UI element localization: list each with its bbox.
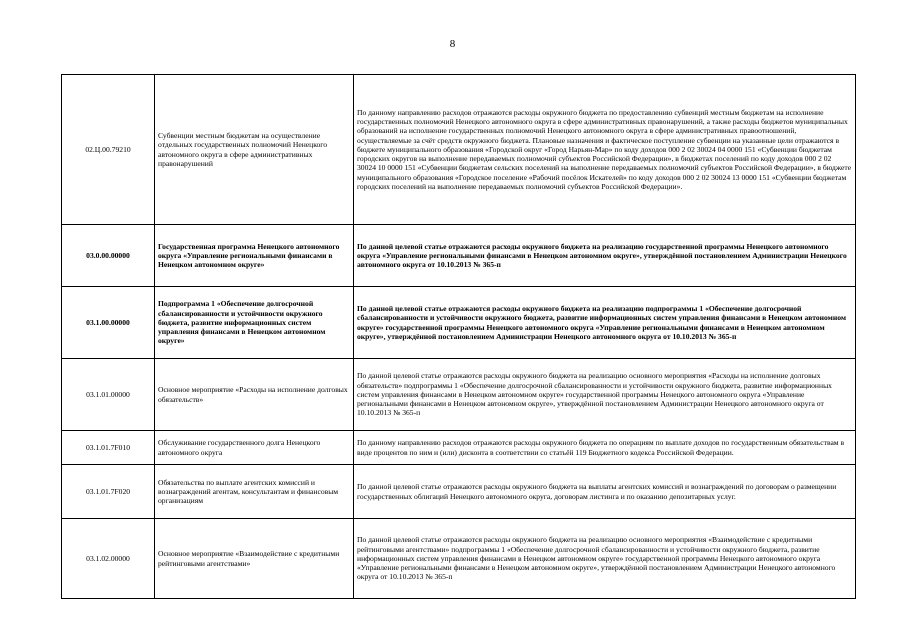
target-article-name: Обязательства по выплате агентских комиссий и вознаграждений агентам, консультантам и финансовым организациям xyxy=(155,465,354,519)
page-number: 8 xyxy=(449,38,456,50)
target-article-code: 03.0.00.00000 xyxy=(62,225,155,287)
target-article-name: Основное мероприятие «Расходы на исполнение долговых обязательств» xyxy=(155,359,354,431)
target-article-code: 03.1.02.00000 xyxy=(62,519,155,599)
budget-classification-table xyxy=(61,74,856,599)
target-article-code: 03.1.01.7F020 xyxy=(62,465,155,519)
target-article-description: По данной целевой статье отражаются расходы окружного бюджета на реализацию основного мероприятия «Взаимодействие с кредитными рейтинговыми агентствами» подпрограммы 1 «Обеспечение долгосрочной сбалансированности и устойчивости окружного бюджета, развитие информационных систем управления финансами в Ненецком автономном округе» государственной программы Ненецкого автономного округа «Управление региональными финансами в Ненецком автономном округе», утверждённой постановлением Администрации Ненецкого автономного округа от 10.10.2013 № 365-п xyxy=(354,519,856,599)
target-article-code: 02.Ц.00.79210 xyxy=(62,75,155,225)
table-row xyxy=(62,519,856,599)
target-article-description: По данному направлению расходов отражаются расходы окружного бюджета по операциям по выплате доходов по государственным обязательствам в виде процентов по ним и (или) дисконта в соответствии со статьёй 119 Бюджетного кодекса Российской Федерации. xyxy=(354,431,856,465)
target-article-code: 03.1.00.00000 xyxy=(62,287,155,359)
table-row xyxy=(62,431,856,465)
target-article-description: По данной целевой статье отражаются расходы окружного бюджета на реализацию основного мероприятия «Расходы на исполнение долговых обязательств» подпрограммы 1 «Обеспечение долгосрочной сбалансированности и устойчивости окружного бюджета, развитие информационных систем управления финансами в Ненецком автономном округе» государственной программы Ненецкого автономного округа «Управление региональными финансами в Ненецком автономном округе», утверждённой постановлением Администрации Ненецкого автономного округа от 10.10.2013 № 365-п xyxy=(354,359,856,431)
target-article-description: По данной целевой статье отражаются расходы окружного бюджета на реализацию подпрограммы 1 «Обеспечение долгосрочной сбалансированности и устойчивости окружного бюджета, развитие информационных систем управления финансами в Ненецком автономном округе» государственной программы Ненецкого автономного округа «Управление региональными финансами в Ненецком автономном округе», утверждённой постановлением Администрации Ненецкого автономного округа от 10.10.2013 № 365-п xyxy=(354,287,856,359)
table-row xyxy=(62,465,856,519)
target-article-name: Государственная программа Ненецкого автономного округа «Управление региональными финансами в Ненецком автономном округе» xyxy=(155,225,354,287)
table-row xyxy=(62,359,856,431)
target-article-code: 03.1.01.00000 xyxy=(62,359,155,431)
table-row xyxy=(62,225,856,287)
target-article-name: Обслуживание государственного долга Ненецкого автономного округа xyxy=(155,431,354,465)
target-article-name: Субвенции местным бюджетам на осуществление отдельных государственных полномочий Ненецкого автономного округа в сфере административных правонарушений xyxy=(155,75,354,225)
target-article-code: 03.1.01.7F010 xyxy=(62,431,155,465)
table-row xyxy=(62,287,856,359)
target-article-description: По данной целевой статье отражаются расходы окружного бюджета на реализацию государственной программы Ненецкого автономного округа «Управление региональными финансами в Ненецком автономном округе», утверждённой постановлением Администрации Ненецкого автономного округа от 10.10.2013 № 365-п xyxy=(354,225,856,287)
table-row xyxy=(62,75,856,225)
target-article-name: Подпрограмма 1 «Обеспечение долгосрочной сбалансированности и устойчивости окружного бюджета, развитие информационных систем управления финансами в Ненецком автономном округе» xyxy=(155,287,354,359)
target-article-description: По данной целевой статье отражаются расходы окружного бюджета на выплаты агентских комиссий и вознаграждений по договорам о размещении государственных облигаций Ненецкого автономного округа, договорам листинга и по оказанию депозитарных услуг. xyxy=(354,465,856,519)
target-article-description: По данному направлению расходов отражаются расходы окружного бюджета по предоставлению субвенций местным бюджетам на исполнение государственных полномочий Ненецкого автономного округа в сфере административных правонарушений, а также расходы бюджетов муниципальных образований на исполнение государственных полномочий Ненецкого автономного округа в сфере административных правоотношений, осуществляемые за счёт средств окружного бюджета. Плановые назначения и фактическое поступление субвенции на указанные цели отражаются в бюджете муниципального образования «Городской округ «Город Нарьян-Мар» по коду доходов 000 2 02 30024 04 0000 151 «Субвенции бюджетам городских округов на выполнение передаваемых полномочий субъектов Российской Федерации», в бюджетах поселений по коду доходов 000 2 02 30024 10 0000 151 «Субвенции бюджетам сельских поселений на выполнение передаваемых полномочий субъектов Российской Федерации», в бюджете муниципального образования «Городское поселение «Рабочий посёлок Искателей» по коду доходов 000 2 02 30024 13 0000 151 «Субвенции бюджетам городских поселений на выполнение передаваемых полномочий субъектов Российской Федерации». xyxy=(354,75,856,225)
target-article-name: Основное мероприятие «Взаимодействие с кредитными рейтинговыми агентствами» xyxy=(155,519,354,599)
